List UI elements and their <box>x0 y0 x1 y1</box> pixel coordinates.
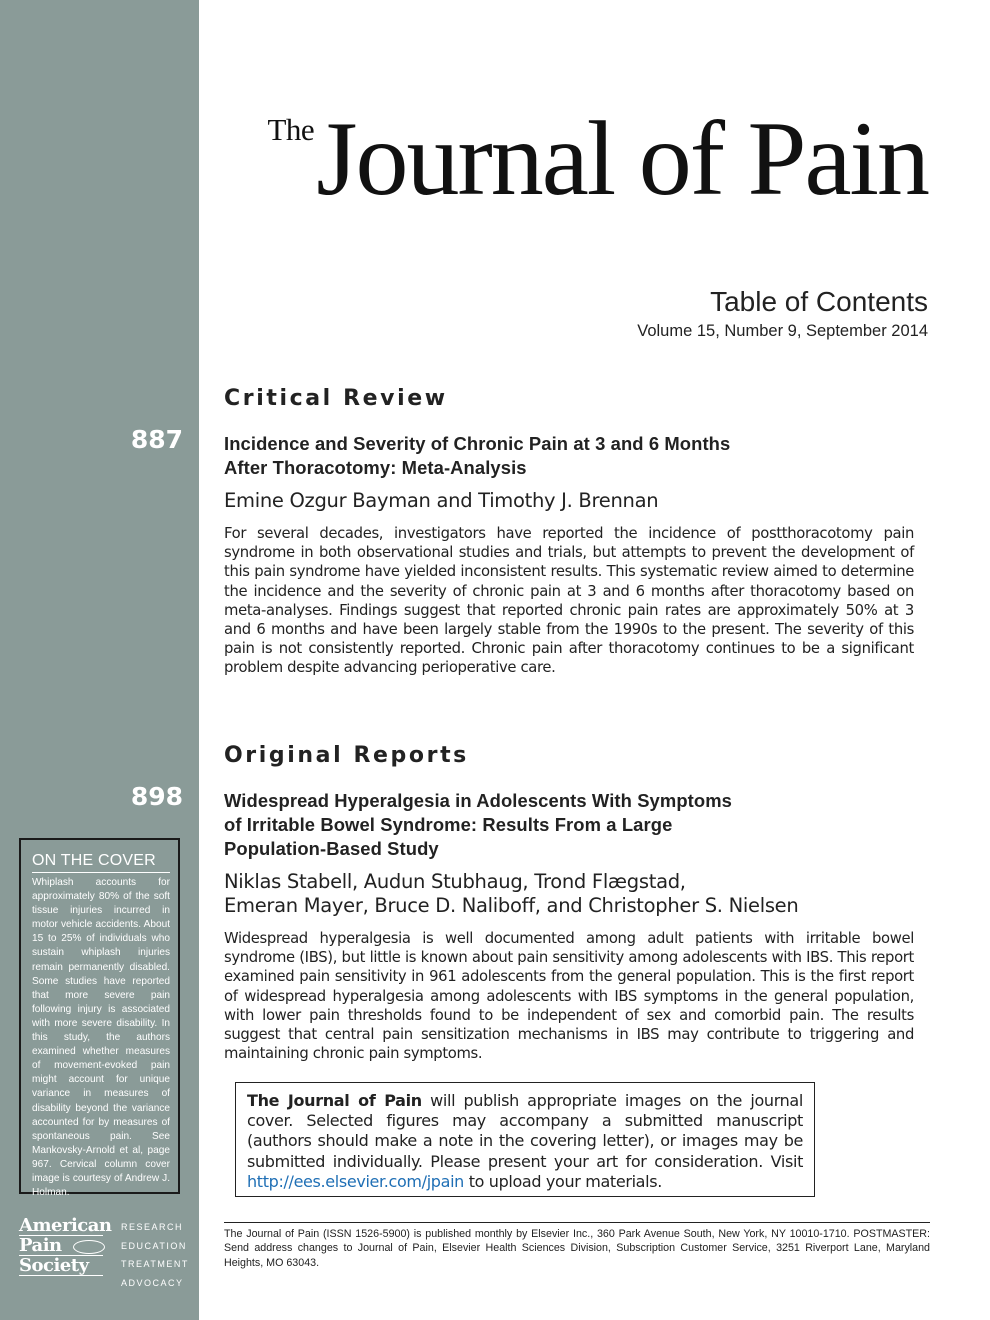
logo-line-society: Society <box>19 1256 103 1276</box>
article-abstract: For several decades, investigators have reported the incidence of postthoracotomy pain syndrome in both observational studies and trials, but attempts to prevent the development of this pain syndrome have yielded inconsistent results. This systematic review aimed to determine the incidence and the severity of chronic pain at 3 and 6 months after thoracotomy based on meta-analyses. Findings suggest that reported chronic pain rates are approximately 50% at 3 and 6 months and have been largely stable from the 1990s to the present. The severity of this pain is not consistently reported. Chronic pain after thoracotomy continues to be a significant problem despite advancing perioperative care. <box>224 525 914 677</box>
sidebar <box>0 0 199 1320</box>
society-emblem-icon <box>73 1240 105 1254</box>
page-number-887: 887 <box>130 425 183 454</box>
submission-link[interactable]: http://ees.elsevier.com/jpain <box>247 1171 464 1191</box>
value-advocacy: ADVOCACY <box>121 1277 184 1288</box>
article-title <box>224 432 914 480</box>
section-heading-critical-review: Critical Review <box>224 386 448 411</box>
value-research: RESEARCH <box>121 1222 184 1232</box>
section-heading-original-reports: Original Reports <box>224 743 469 768</box>
on-the-cover-text: Whiplash accounts for approximately 80% of the soft tissue injuries incurred in motor vehicle accidents. About 15 to 25% of individuals who sustain whiplash injuries remain permanently disabled. Some studies have reported that more severe pain following injury is associated with more severe disability. In this study, the authors examined whether measures of movement-evoked pain might account for unique variance in measures of disability beyond the variance accounted for by measures of spontaneous pain. See Mankovsky-Arnold et al, page 967. Cervical column cover image is courtesy of Andrew J. Holman. <box>32 877 170 1199</box>
article-title-line: Incidence and Severity of Chronic Pain at 3 and 6 Months <box>224 433 731 454</box>
value-education: EDUCATION <box>121 1240 187 1251</box>
cover-image-notice <box>235 1082 815 1197</box>
article-title-line: Widespread Hyperalgesia in Adolescents With Symptoms <box>224 790 733 811</box>
article-authors-line: Emeran Mayer, Bruce D. Naliboff, and Christopher S. Nielsen <box>224 894 799 917</box>
on-the-cover-box <box>19 838 180 1199</box>
society-values-list <box>121 1218 189 1292</box>
article-authors: Emine Ozgur Bayman and Timothy J. Brennan <box>224 489 659 512</box>
masthead-name: Journal of Pain <box>316 100 928 217</box>
value-treatment: TREATMENT <box>121 1259 189 1269</box>
notice-journal-name: The Journal of Pain <box>247 1091 422 1110</box>
issue-info: Volume 15, Number 9, September 2014 <box>637 322 928 340</box>
article-title-line: Population-Based Study <box>224 838 439 859</box>
article-887 <box>224 432 914 678</box>
masthead-the: The <box>267 112 315 147</box>
logo-line-american: American <box>19 1215 112 1236</box>
page-number-898: 898 <box>130 782 183 811</box>
article-898 <box>224 789 914 1063</box>
article-authors <box>224 870 914 918</box>
publication-footer: The Journal of Pain (ISSN 1526-5900) is published monthly by Elsevier Inc., 360 Park Avenue South, New York, NY 10010-1710. POSTMASTER: Send address changes to Journal of Pain, Elsevier Health Sciences Division, Subscription Customer Service, 3251 Riverport Lane, Maryland Heights, MO 63043. <box>224 1222 930 1270</box>
notice-text-end: to upload your materials. <box>463 1171 662 1191</box>
journal-masthead <box>267 100 929 217</box>
notice-text: will publish appropriate images on the journal cover. Selected figures may accompany a submitted manuscript (authors should make a note in the covering letter), or images may be submitted individually. Please present your art for consideration. Visit <box>247 1091 803 1171</box>
on-the-cover-title: ON THE COVER <box>32 852 170 873</box>
logo-line-pain: Pain <box>19 1236 103 1256</box>
article-authors-line: Niklas Stabell, Audun Stubhaug, Trond Flægstad, <box>224 870 686 893</box>
article-title-line: of Irritable Bowel Syndrome: Results From a Large <box>224 814 673 835</box>
article-abstract: Widespread hyperalgesia is well documented among adult patients with irritable bowel syndrome (IBS), but little is known about pain sensitivity among adolescents with IBS. This report examined pain sensitivity in 961 adolescents from the general population. This is the first report of widespread hyperalgesia among adolescents with IBS symptoms in the general population, with lower pain thresholds found to be independent of sex and comorbid pain. The results suggest that central pain sensitization mechanisms in IBS may contribute to triggering and maintaining chronic pain symptoms. <box>224 930 914 1063</box>
american-pain-society-logo <box>19 1215 112 1276</box>
article-title-line: After Thoracotomy: Meta-Analysis <box>224 457 527 478</box>
table-of-contents-title: Table of Contents <box>710 286 928 317</box>
article-title <box>224 789 914 861</box>
